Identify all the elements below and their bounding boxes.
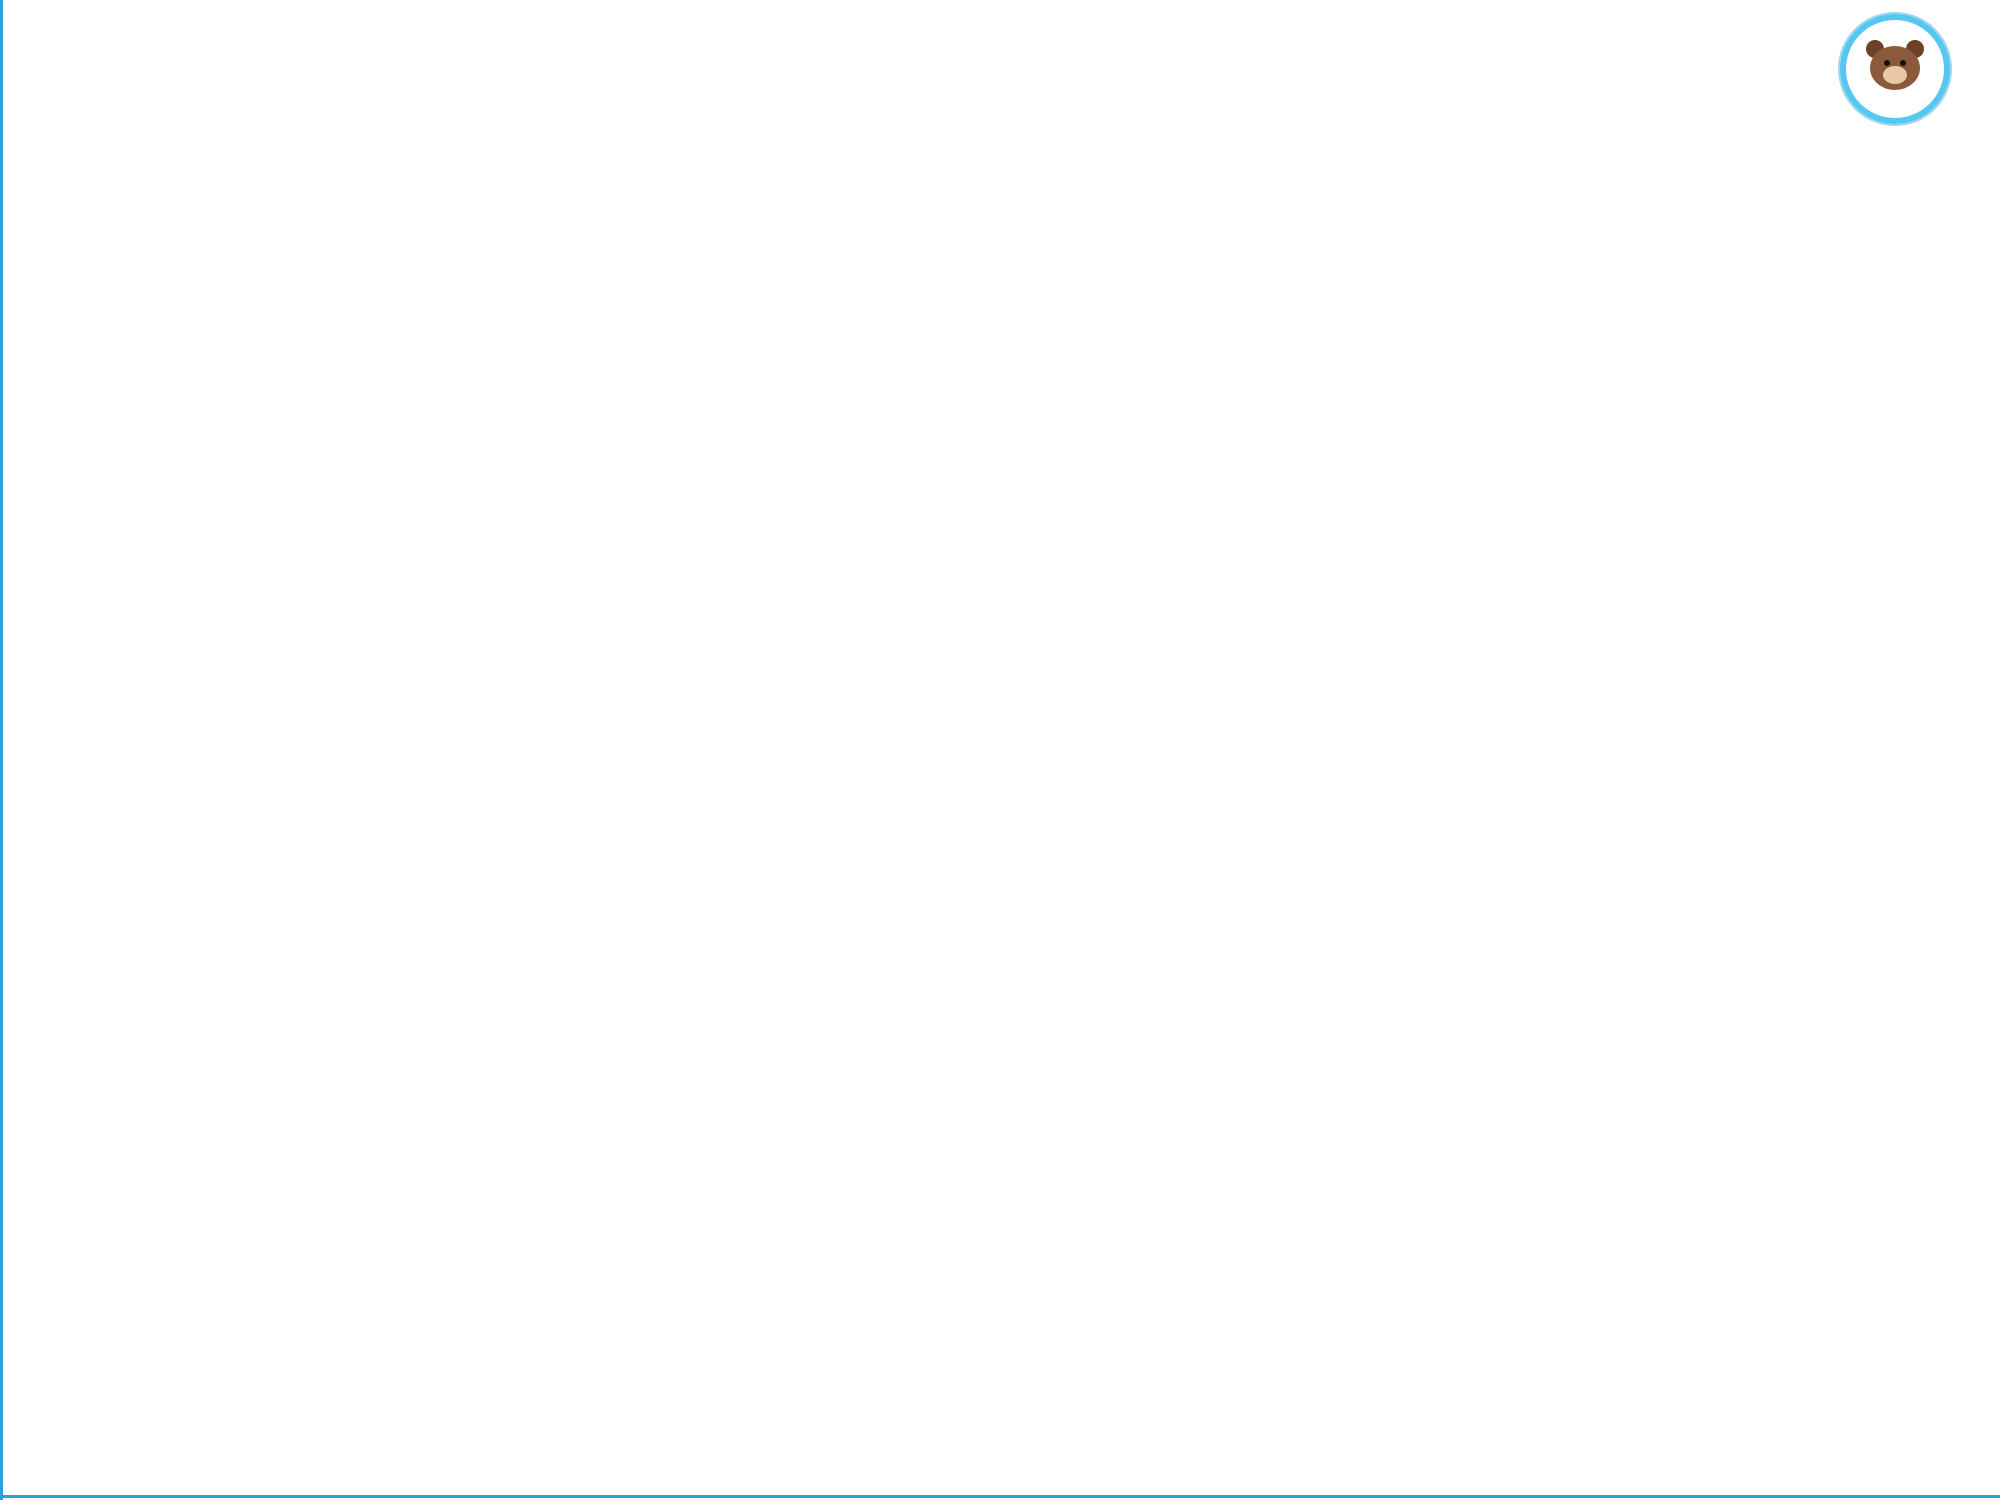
header-aprendizaje: [386, 57, 764, 211]
learning-row-2: [386, 343, 764, 505]
header-ordenador-2: [212, 57, 386, 211]
learning-row-7: [386, 1225, 764, 1425]
learning-row-5: [386, 874, 764, 1060]
learning-row-6: [386, 1060, 764, 1225]
organizer-2-label-magnitudes: [280, 787, 320, 1147]
organizer-2-label-figuras: [255, 232, 339, 532]
learning-row-3: [386, 505, 764, 727]
header-ordenador-1: [42, 57, 212, 211]
learning-row-4: [386, 727, 764, 874]
learning-row-1: [386, 213, 764, 343]
organizer-1-label: [107, 652, 147, 992]
